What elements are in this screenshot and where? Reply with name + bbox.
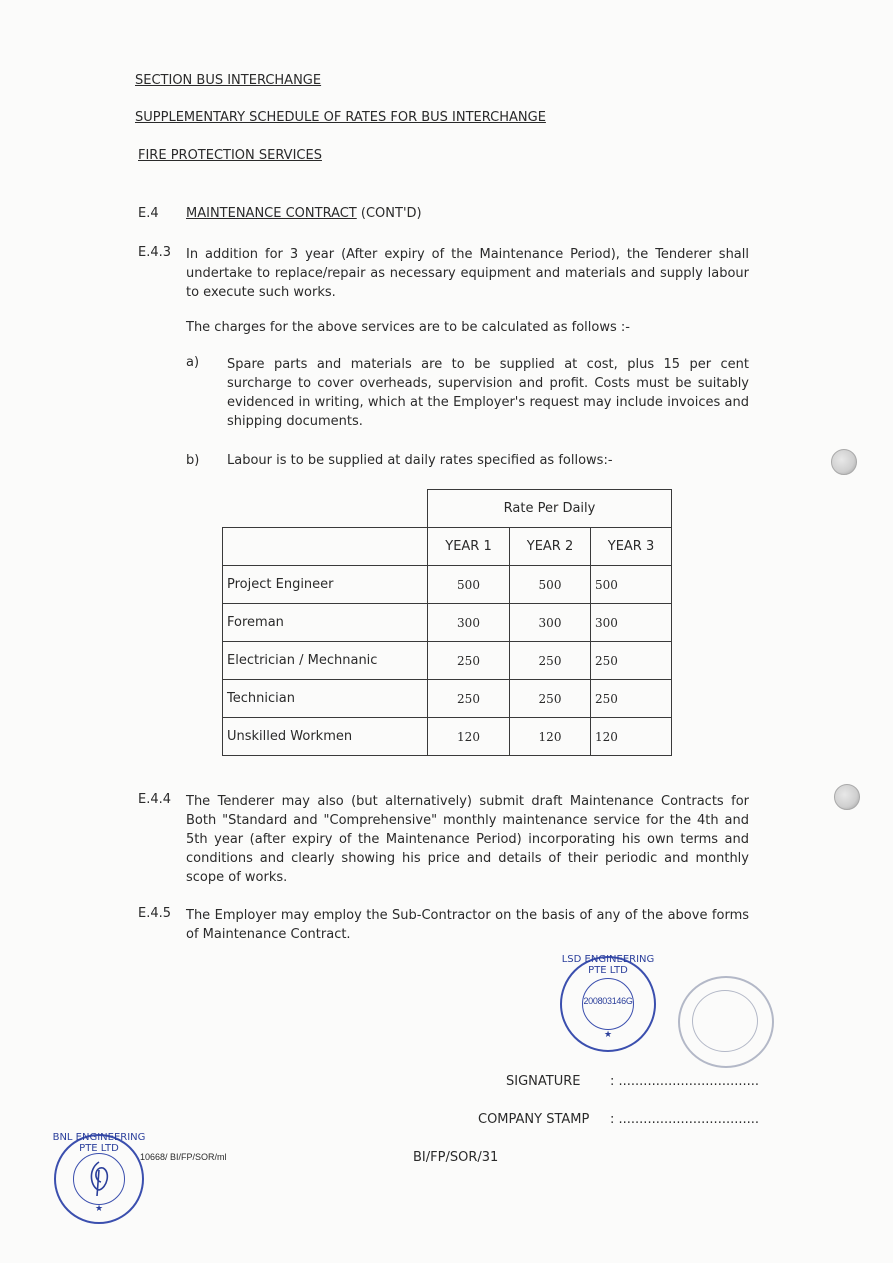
item-a-label: a): [186, 355, 200, 370]
company-stamp-line: : ..................................: [610, 1112, 760, 1127]
role-cell: Foreman: [223, 604, 428, 642]
punch-hole: [834, 784, 860, 810]
stamp-company-name: BNL ENGINEERING PTE LTD: [52, 1132, 146, 1154]
table-corner: [223, 490, 428, 528]
signature-label: SIGNATURE: [506, 1074, 581, 1089]
table-row: [223, 718, 672, 756]
rate-cell: 500: [591, 566, 672, 604]
rate-cell: 300: [428, 604, 510, 642]
rate-cell: 250: [591, 642, 672, 680]
stamp-company-name: LSD ENGINEERING PTE LTD: [561, 954, 655, 976]
footer-reference: 10668/ BI/FP/SOR/ml: [140, 1152, 227, 1162]
column-header: YEAR 2: [510, 528, 591, 566]
charges-intro: The charges for the above services are to be calculated as follows :-: [186, 320, 630, 335]
section-title: [186, 206, 422, 221]
rate-cell: 120: [510, 718, 591, 756]
rate-cell: 120: [428, 718, 510, 756]
rate-cell: 500: [428, 566, 510, 604]
header-line-3: FIRE PROTECTION SERVICES: [138, 148, 322, 163]
clause-text-e45: The Employer may employ the Sub-Contractor on the basis of any of the above forms of Maintenance Contract.: [186, 908, 749, 942]
role-cell: Project Engineer: [223, 566, 428, 604]
rate-cell: 250: [510, 680, 591, 718]
item-b-text: Labour is to be supplied at daily rates specified as follows:-: [227, 453, 613, 468]
rate-cell: 300: [591, 604, 672, 642]
section-title-suffix: (CONT'D): [356, 206, 422, 221]
footer-page-code: BI/FP/SOR/31: [413, 1150, 499, 1165]
signature-scribble: [83, 1160, 115, 1198]
rate-cell: 500: [510, 566, 591, 604]
clause-number-e43: E.4.3: [138, 245, 172, 260]
section-number: E.4: [138, 206, 159, 221]
header-line-1: SECTION BUS INTERCHANGE: [135, 73, 322, 88]
stamp-registration-number: 200803146G: [583, 996, 633, 1006]
punch-hole: [831, 449, 857, 475]
rate-cell: 250: [428, 680, 510, 718]
clause-text-e43: In addition for 3 year (After expiry of the Maintenance Period), the Tenderer shall undertake to replace/repair as necessary equipment and materials and supply labour to execute such works.: [186, 247, 749, 300]
company-stamp-lsd: [560, 956, 656, 1052]
item-b-label: b): [186, 453, 200, 468]
table-row: [223, 490, 672, 528]
table-row: [223, 566, 672, 604]
table-row: [223, 528, 672, 566]
rate-cell: 120: [591, 718, 672, 756]
rate-table: [222, 489, 672, 756]
section-title-text: MAINTENANCE CONTRACT: [186, 206, 357, 221]
signature-line: : ..................................: [610, 1074, 760, 1089]
star-icon: ★: [603, 1030, 613, 1040]
table-row: [223, 680, 672, 718]
rate-cell: 250: [428, 642, 510, 680]
rate-cell: 250: [510, 642, 591, 680]
star-icon: ★: [94, 1204, 104, 1214]
rate-cell: 250: [591, 680, 672, 718]
company-stamp-label: COMPANY STAMP: [478, 1112, 590, 1127]
column-header: YEAR 3: [591, 528, 672, 566]
rate-cell: 300: [510, 604, 591, 642]
table-header-blank: [223, 528, 428, 566]
role-cell: Electrician / Mechnanic: [223, 642, 428, 680]
company-stamp-grey: [678, 976, 774, 1068]
table-row: [223, 604, 672, 642]
company-stamp-bnl: [54, 1134, 144, 1224]
rate-group-header: Rate Per Daily: [428, 490, 672, 528]
role-cell: Unskilled Workmen: [223, 718, 428, 756]
clause-number-e45: E.4.5: [138, 906, 172, 921]
table-row: [223, 642, 672, 680]
column-header: YEAR 1: [428, 528, 510, 566]
item-a-text: Spare parts and materials are to be supplied at cost, plus 15 per cent surcharge to cover overheads, supervision and profit. Costs must be suitably evidenced in writing, which at the Employer's request may include invoices and shipping documents.: [227, 357, 749, 429]
clause-number-e44: E.4.4: [138, 792, 172, 807]
header-line-2: SUPPLEMENTARY SCHEDULE OF RATES FOR BUS INTERCHANGE: [135, 110, 546, 125]
role-cell: Technician: [223, 680, 428, 718]
clause-text-e44: The Tenderer may also (but alternatively) submit draft Maintenance Contracts for Both "Standard and "Comprehensive" monthly maintenance service for the 4th and 5th year (after expiry of the Maintenance Period) incorporating his own terms and conditions and clearly showing his price and details of their periodic and monthly scope of works.: [186, 794, 749, 885]
